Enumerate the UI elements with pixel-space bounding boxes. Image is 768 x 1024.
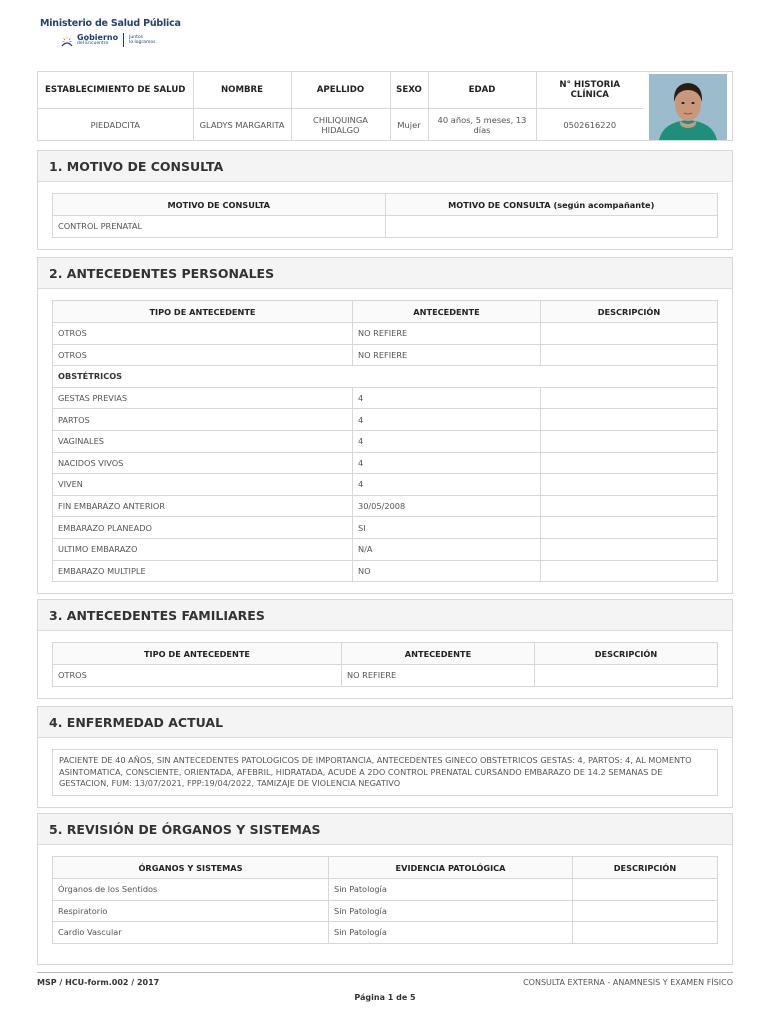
af-header-description: DESCRIPCIÓN: [535, 643, 718, 665]
logo-divider: [123, 33, 124, 47]
table-row: VIVEN 4: [53, 474, 718, 496]
section-antecedentes-familiares: [37, 599, 733, 699]
header-surname: APELLIDO: [291, 72, 390, 108]
value-sex: Mujer: [390, 108, 428, 141]
government-logo: [60, 33, 181, 47]
table-row: Cardio Vascular Sin Patología: [53, 922, 718, 944]
motivo-table: [52, 193, 718, 238]
ap-header-antecedent: ANTECEDENTE: [353, 301, 541, 323]
header-name: NOMBRE: [193, 72, 291, 108]
motivo-header-1: MOTIVO DE CONSULTA: [53, 194, 386, 216]
antecedentes-familiares-table: [52, 642, 718, 687]
ministry-name: Ministerio de Salud Pública: [40, 18, 181, 29]
ro-header-description: DESCRIPCIÓN: [573, 857, 718, 879]
header-sex: SEXO: [390, 72, 428, 108]
section-4-title: 4. ENFERMEDAD ACTUAL: [38, 707, 732, 738]
ap-header-type: TIPO DE ANTECEDENTE: [53, 301, 353, 323]
table-row: GESTAS PREVIAS 4: [53, 387, 718, 409]
section-enfermedad-actual: [37, 706, 733, 808]
value-surname: CHILIQUINGA HIDALGO: [291, 108, 390, 141]
section-motivo-consulta: [37, 150, 733, 250]
table-row: ULTIMO EMBARAZO N/A: [53, 538, 718, 560]
table-row: CONTROL PRENATAL: [53, 216, 718, 238]
table-row: OTROS NO REFIERE: [53, 344, 718, 366]
form-code: MSP / HCU-form.002 / 2017: [37, 978, 160, 987]
section-5-title: 5. REVISIÓN DE ÓRGANOS Y SISTEMAS: [38, 814, 732, 845]
table-row: OTROS NO REFIERE: [53, 665, 718, 687]
section-1-title: 1. MOTIVO DE CONSULTA: [38, 151, 732, 182]
ro-header-evidence: EVIDENCIA PATOLÓGICA: [329, 857, 573, 879]
logo-encuentro-text: del Encuentro: [77, 40, 109, 46]
obstetric-subheading-row: [53, 366, 718, 388]
sunburst-logo-icon: [60, 33, 74, 47]
form-name: CONSULTA EXTERNA - ANAMNESIS Y EXAMEN FÍSICO: [523, 978, 733, 987]
header-age: EDAD: [428, 72, 536, 108]
value-age: 40 años, 5 meses, 13 días: [428, 108, 536, 141]
antecedentes-personales-table: [52, 300, 718, 582]
ro-header-system: ÓRGANOS Y SISTEMAS: [53, 857, 329, 879]
patient-photo-cell: [643, 72, 732, 141]
current-illness-text: PACIENTE DE 40 AÑOS, SIN ANTECEDENTES PATOLOGICOS DE IMPORTANCIA, ANTECEDENTES GINECO OBSTETRICOS GESTAS: 4, PARTOS: 4, AL MOMENTO ASINTOMATICA, CONSCIENTE, ORIENTADA, AFEBRIL, HIDRATADA, ACUDE A 2DO CONTROL PRENATAL CURSANDO EMBARAZO DE 14.2 SEMANAS DE GESTACION, FUM: 13/07/2021, FPP:19/04/2022, TAMIZAJE DE VIOLENCIA NEGATIVO: [52, 749, 718, 796]
logo-gobierno-text: Gobierno: [77, 32, 119, 42]
value-record-number: 0502616220: [536, 108, 643, 141]
table-row: Respiratorio Sin Patología: [53, 900, 718, 922]
table-row: FIN EMBARAZO ANTERIOR 30/05/2008: [53, 495, 718, 517]
header-establishment: ESTABLECIMIENTO DE SALUD: [38, 72, 193, 108]
ap-header-description: DESCRIPCIÓN: [541, 301, 718, 323]
patient-photo: [649, 74, 727, 140]
table-row: PARTOS 4: [53, 409, 718, 431]
obstetric-subheading: OBSTÉTRICOS: [53, 366, 718, 388]
motivo-header-2: MOTIVO DE CONSULTA (según acompañante): [385, 194, 718, 216]
section-antecedentes-personales: [37, 257, 733, 594]
patient-table: [38, 72, 643, 141]
header-record-number: N° HISTORIA CLÍNICA: [536, 72, 643, 108]
section-2-title: 2. ANTECEDENTES PERSONALES: [38, 258, 732, 289]
page-number: Página 1 de 5: [354, 993, 416, 1002]
table-row: EMBARAZO PLANEADO SI: [53, 517, 718, 539]
section-3-title: 3. ANTECEDENTES FAMILIARES: [38, 600, 732, 631]
table-row: VAGINALES 4: [53, 430, 718, 452]
organos-table: [52, 856, 718, 944]
patient-info: [37, 71, 733, 141]
table-row: OTROS NO REFIERE: [53, 323, 718, 345]
value-name: GLADYS MARGARITA: [193, 108, 291, 141]
table-row: EMBARAZO MULTIPLE NO: [53, 560, 718, 582]
af-header-type: TIPO DE ANTECEDENTE: [53, 643, 342, 665]
section-revision-organos: [37, 813, 733, 965]
page-footer: [37, 972, 733, 1002]
af-header-antecedent: ANTECEDENTE: [342, 643, 535, 665]
table-row: NACIDOS VIVOS 4: [53, 452, 718, 474]
logo-logramos-text: lo logramos: [129, 40, 156, 45]
value-establishment: PIEDADCITA: [38, 108, 193, 141]
table-row: Órganos de los Sentidos Sin Patología: [53, 879, 718, 901]
logo-juntos-text: Juntos: [129, 34, 143, 40]
page-header: [40, 18, 181, 47]
